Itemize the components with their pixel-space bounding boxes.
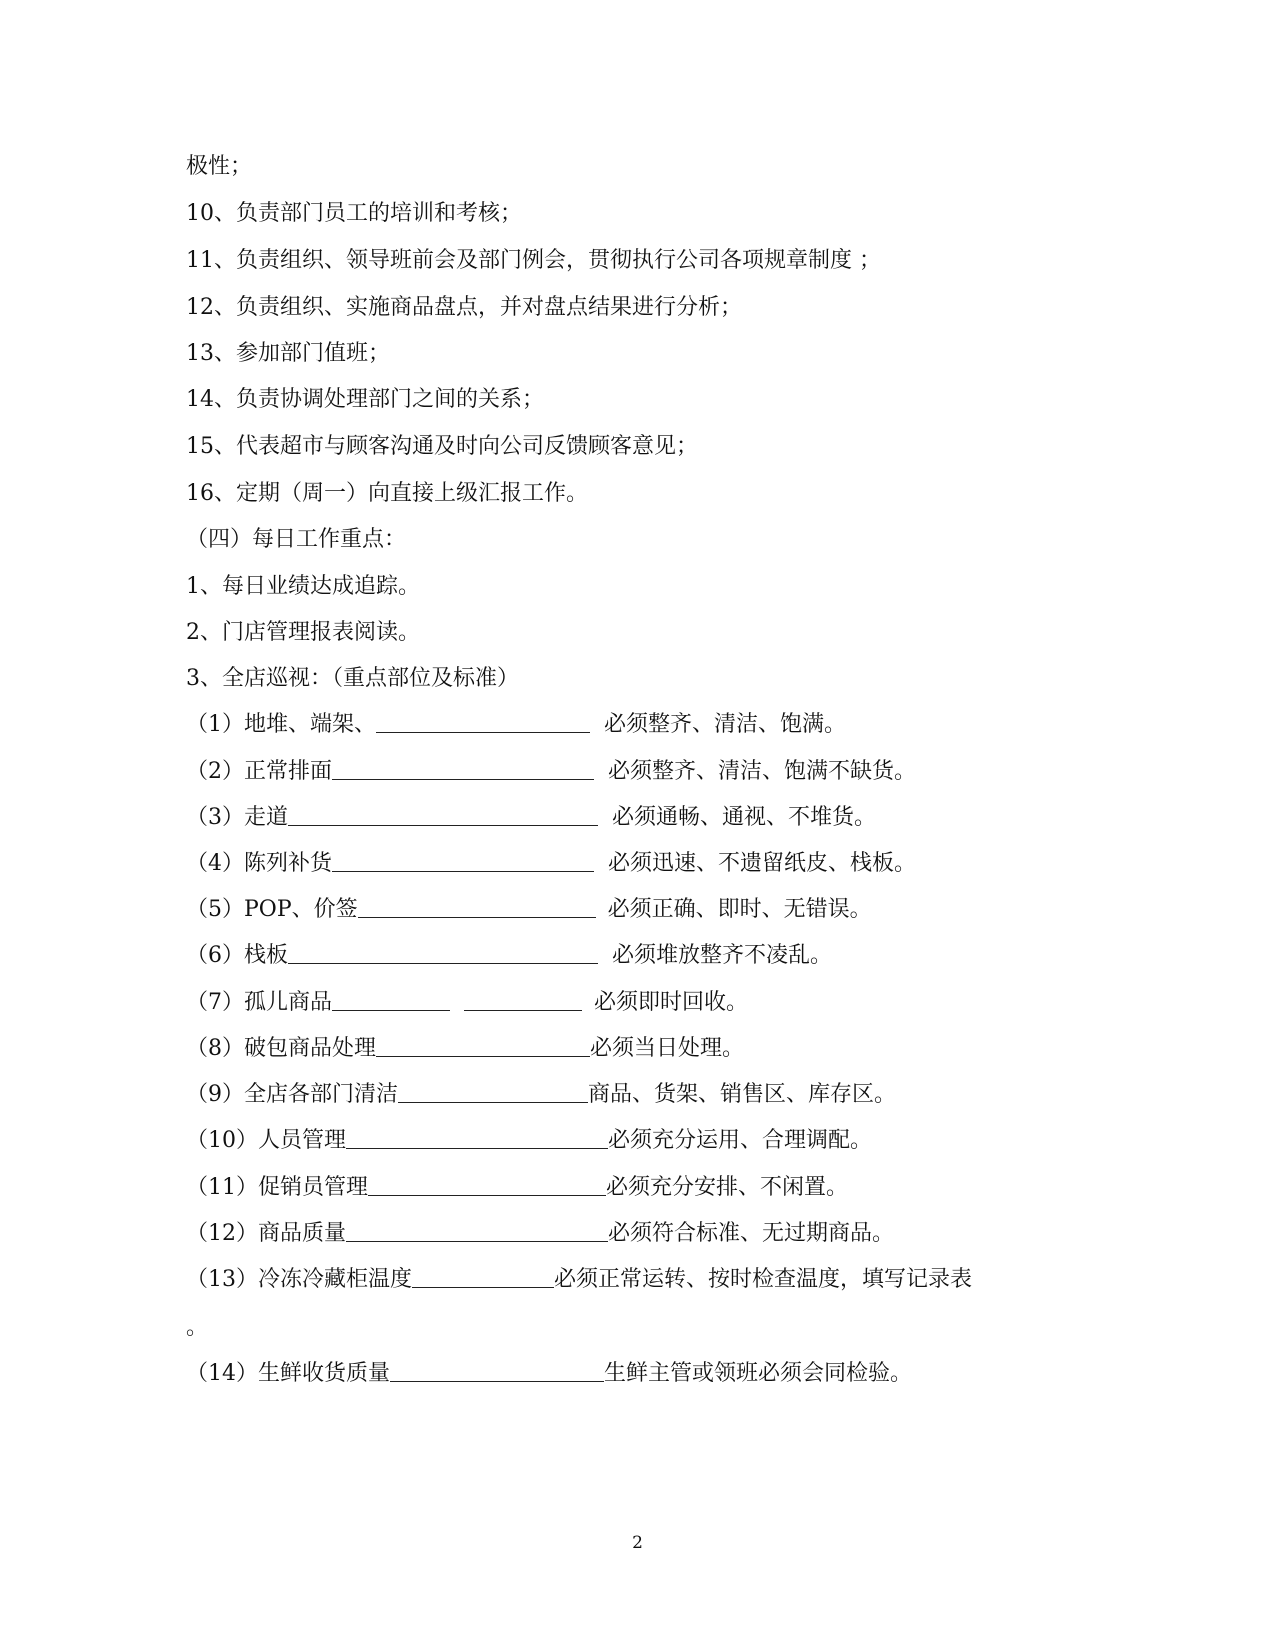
blank-line [358,895,596,918]
blank-line [398,1080,588,1103]
blank-line [346,1219,608,1242]
blank-line [332,757,594,780]
inspection-standard: 必须充分安排、不闲置。 [606,1175,849,1200]
inspection-item-13 [186,1265,972,1295]
blank-line [412,1265,554,1288]
inspection-label: （8）破包商品处理 [186,1036,376,1061]
daily-item-1: 1、每日业绩达成追踪。 [186,574,420,599]
inspection-standard: 必须整齐、清洁、饱满。 [604,712,847,737]
inspection-standard: 必须通畅、通视、不堆货。 [612,805,877,830]
blank-line [346,1126,608,1149]
duty-item-10: 10、负责部门员工的培训和考核； [186,201,522,226]
blank-line [368,1173,606,1196]
blank-line [332,849,594,872]
inspection-item-1 [186,710,846,740]
inspection-item-3 [186,803,876,833]
duty-item-15: 15、代表超市与顾客沟通及时向公司反馈顾客意见； [186,434,698,459]
page-number: 2 [632,1533,643,1553]
inspection-item-2 [186,757,916,787]
daily-item-2: 2、门店管理报表阅读。 [186,620,420,645]
inspection-label: （2）正常排面 [186,759,332,784]
blank-line [376,710,590,733]
inspection-label: （13）冷冻冷藏柜温度 [186,1267,412,1292]
inspection-item-10 [186,1126,872,1156]
inspection-label: （10）人员管理 [186,1128,346,1153]
inspection-standard: 必须充分运用、合理调配。 [608,1128,873,1153]
inspection-standard: 必须即时回收。 [594,990,749,1015]
inspection-label: （1）地堆、端架、 [186,712,376,737]
inspection-item-13-wrap: 。 [186,1315,209,1340]
blank-line [288,941,598,964]
inspection-standard: 必须整齐、清洁、饱满不缺货。 [608,759,917,784]
inspection-label: （9）全店各部门清洁 [186,1082,398,1107]
section-heading: （四）每日工作重点： [186,527,407,552]
inspection-item-9 [186,1080,896,1110]
blank-line [390,1359,604,1382]
blank-line [288,803,598,826]
inspection-item-6 [186,941,832,971]
inspection-item-4 [186,849,916,879]
inspection-standard: 必须正常运转、按时检查温度，填写记录表 [554,1267,973,1292]
inspection-standard: 必须正确、即时、无错误。 [607,897,872,922]
inspection-standard: 必须符合标准、无过期商品。 [608,1221,895,1246]
duty-item-16: 16、定期（周一）向直接上级汇报工作。 [186,481,588,506]
blank-line [332,988,450,1011]
inspection-label: （5）POP、价签 [186,897,358,922]
inspection-item-14 [186,1359,912,1389]
inspection-label: （4）陈列补货 [186,851,332,876]
inspection-item-7 [186,988,748,1018]
blank-line [376,1034,590,1057]
inspection-label: （11）促销员管理 [186,1175,368,1200]
text-line: 极性； [186,154,253,179]
blank-line [464,988,582,1011]
inspection-standard: 生鲜主管或领班必须会同检验。 [604,1361,913,1386]
inspection-standard: 必须迅速、不遗留纸皮、栈板。 [608,851,917,876]
inspection-label: （6）栈板 [186,943,288,968]
inspection-label: （3）走道 [186,805,288,830]
inspection-item-11 [186,1173,848,1203]
duty-item-14: 14、负责协调处理部门之间的关系； [186,387,544,412]
inspection-standard: 商品、货架、销售区、库存区。 [588,1082,897,1107]
inspection-item-5 [186,895,872,925]
inspection-item-12 [186,1219,894,1249]
duty-item-13: 13、参加部门值班； [186,341,390,366]
inspection-standard: 必须堆放整齐不凌乱。 [612,943,833,968]
duty-item-11: 11、负责组织、领导班前会及部门例会，贯彻执行公司各项规章制度 ； [186,248,881,273]
inspection-item-8 [186,1034,744,1064]
daily-item-3: 3、全店巡视：（重点部位及标准） [186,666,519,691]
inspection-standard: 必须当日处理。 [590,1036,745,1061]
inspection-label: （7）孤儿商品 [186,990,332,1015]
inspection-label: （14）生鲜收货质量 [186,1361,390,1386]
duty-item-12: 12、负责组织、实施商品盘点，并对盘点结果进行分析； [186,295,742,320]
inspection-label: （12）商品质量 [186,1221,346,1246]
